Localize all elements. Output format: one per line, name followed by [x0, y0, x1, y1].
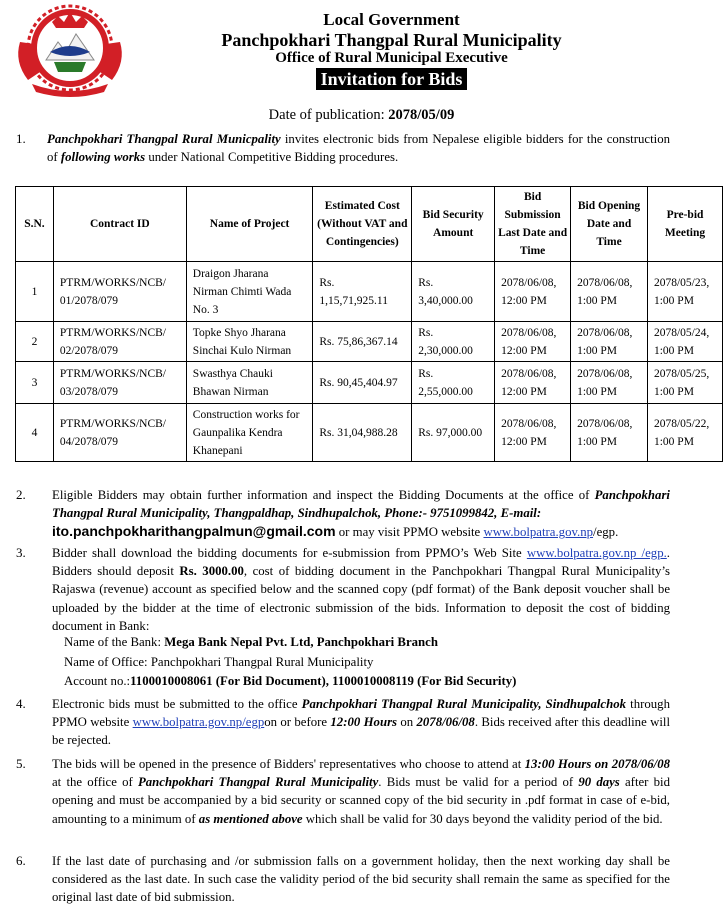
- item6-number: 6.: [16, 853, 26, 868]
- item5-text-d: after bid opening and must be accompanied by a bid security or scanned copy of the bid security in .pdf format in case of e-bid, amounting to a minimum of: [52, 775, 670, 826]
- item3-text-a: Bidder shall download the bidding documents for e-submission from PPMO’s Web Site: [52, 546, 527, 560]
- item3-number: 3.: [16, 545, 26, 560]
- cell-project-name: Swasthya Chauki Bhawan Nirman: [186, 362, 313, 404]
- item4-date: 2078/06/08: [416, 715, 475, 730]
- item5-paragraph: [52, 755, 670, 828]
- cell-opening-date: 2078/06/08, 1:00 PM: [571, 322, 648, 362]
- table-header-cell: Bid Submission Last Date and Time: [495, 187, 571, 262]
- item5-text-e: which shall be valid for 30 days beyond the validity period of the bid.: [302, 811, 663, 826]
- cell-estimated-cost: Rs. 1,15,71,925.11: [313, 262, 412, 322]
- item1-org: Panchpokhari Thangpal Rural Municpality: [47, 132, 281, 146]
- bank-label: Name of the Bank:: [64, 635, 165, 649]
- account-numbers: 1100010008061 (For Bid Document), 1100010008119 (For Bid Security): [130, 674, 517, 688]
- table-header-cell: Pre-bid Meeting: [647, 187, 722, 262]
- cell-sn: 1: [16, 262, 54, 322]
- cell-estimated-cost: Rs. 75,86,367.14: [313, 322, 412, 362]
- deposit-amount: Rs. 3000.00: [179, 564, 244, 579]
- notice-title: Invitation for Bids: [316, 68, 468, 90]
- item5-number: 5.: [16, 756, 26, 771]
- table-header-cell: Estimated Cost (Without VAT and Contingencies): [313, 187, 412, 262]
- item4-paragraph: [52, 695, 670, 750]
- item3-text-b: . Bidders should deposit: [52, 546, 670, 579]
- item5-time: 13:00 Hours on 2078/06/08: [524, 757, 670, 771]
- cell-contract-id: PTRM/WORKS/NCB/ 03/2078/079: [53, 362, 186, 404]
- item4-time: 12:00 Hours: [330, 715, 398, 730]
- table-header-cell: Name of Project: [186, 187, 313, 262]
- cell-sn: 2: [16, 322, 54, 362]
- header-municipality-name: Panchpokhari Thangpal Rural Municipality: [221, 29, 562, 50]
- account-label: Account no.:: [64, 674, 131, 688]
- cell-contract-id: PTRM/WORKS/NCB/ 01/2078/079: [53, 262, 186, 322]
- item1-text-b: under National Competitive Bidding procedures.: [145, 150, 399, 165]
- cell-opening-date: 2078/06/08, 1:00 PM: [571, 404, 648, 462]
- item4-text-e: . Bids received after this deadline will be rejected.: [52, 715, 671, 748]
- item4-text-b: through PPMO website: [52, 697, 670, 730]
- cell-bid-security: Rs. 2,30,000.00: [412, 322, 495, 362]
- cell-submission-date: 2078/06/08, 12:00 PM: [495, 404, 571, 462]
- letterhead: [0, 10, 723, 91]
- submission-website-link[interactable]: www.bolpatra.gov.np/egp: [132, 715, 265, 730]
- cell-contract-id: PTRM/WORKS/NCB/ 04/2078/079: [53, 404, 186, 462]
- item2-text-a: Eligible Bidders may obtain further information and inspect the Bidding Documents at the office of: [52, 488, 595, 502]
- item1-paragraph: [47, 130, 670, 166]
- ppmo-egp-link[interactable]: www.bolpatra.gov.np /egp.: [526, 546, 667, 560]
- cell-bid-security: Rs. 3,40,000.00: [412, 262, 495, 322]
- cell-opening-date: 2078/06/08, 1:00 PM: [571, 362, 648, 404]
- publication-date-value: 2078/05/09: [388, 107, 455, 123]
- cell-bid-security: Rs. 2,55,000.00: [412, 362, 495, 404]
- item4-number: 4.: [16, 696, 26, 711]
- item6-paragraph: If the last date of purchasing and /or submission falls on a government holiday, then the next working day shall be considered as the last date. In such case the validity period of the bid security shall remain the same as specified for the original last date of bid submission.: [52, 854, 670, 905]
- table-header-cell: Bid Opening Date and Time: [571, 187, 648, 262]
- item3-paragraph: [52, 544, 670, 635]
- table-row: [16, 362, 723, 404]
- item5-text-a: The bids will be opened in the presence of Bidders' representatives who choose to attend at: [52, 757, 525, 771]
- cell-sn: 3: [16, 362, 54, 404]
- header-office-name: Office of Rural Municipal Executive: [275, 50, 508, 67]
- item4-text-c: on or before: [264, 715, 331, 730]
- publication-date: [0, 107, 723, 124]
- cell-prebid-meeting: 2078/05/22, 1:00 PM: [647, 404, 722, 462]
- cell-submission-date: 2078/06/08, 12:00 PM: [495, 262, 571, 322]
- header-line1: Local Government: [323, 10, 460, 29]
- cell-estimated-cost: Rs. 31,04,988.28: [313, 404, 412, 462]
- item5-text-c: . Bids must be valid for a period of: [378, 775, 579, 790]
- cell-project-name: Topke Shyo Jharana Sinchai Kulo Nirman: [186, 322, 313, 362]
- cell-submission-date: 2078/06/08, 12:00 PM: [495, 322, 571, 362]
- table-header-cell: Contract ID: [53, 187, 186, 262]
- cell-submission-date: 2078/06/08, 12:00 PM: [495, 362, 571, 404]
- cell-sn: 4: [16, 404, 54, 462]
- bank-name: Mega Bank Nepal Pvt. Ltd, Panchpokhari Branch: [164, 635, 438, 649]
- cell-project-name: Construction works for Gaunpalika Kendra Khanepani: [186, 404, 313, 462]
- item4-text-d: on: [397, 715, 417, 730]
- item5-mentioned: as mentioned above: [198, 811, 303, 826]
- table-header-row: [16, 187, 723, 262]
- cell-prebid-meeting: 2078/05/23, 1:00 PM: [647, 262, 722, 322]
- item4-office: Panchpokhari Thangpal Rural Municipality, Sindhupalchok: [301, 697, 627, 711]
- item3-text-c: , cost of bidding document in the Panchpokhari Thangpal Rural Municipality’s Rajaswa (revenue) account as specified below and the scanned copy (pdf format) of the Bank deposit voucher shall be uploaded by the bidder at the time of electronic submission of the bids. Information to deposit the cost of bidding document in Bank:: [52, 564, 670, 633]
- item1-text-a: invites electronic bids from Nepalese eligible bidders for the construction of: [47, 132, 670, 165]
- table-row: [16, 262, 723, 322]
- table-header-cell: Bid Security Amount: [412, 187, 495, 262]
- cell-opening-date: 2078/06/08, 1:00 PM: [571, 262, 648, 322]
- ppmo-website-link[interactable]: www.bolpatra.gov.np: [483, 525, 594, 540]
- item1-number: 1.: [16, 131, 26, 146]
- cell-bid-security: Rs. 97,000.00: [412, 404, 495, 462]
- cell-project-name: Draigon Jharana Nirman Chimti Wada No. 3: [186, 262, 313, 322]
- office-name-line: Name of Office: Panchpokhari Thangpal Rural Municipality: [64, 655, 374, 669]
- account-line: [64, 672, 516, 690]
- item2-text-b: or may visit PPMO website: [335, 525, 484, 540]
- item2-paragraph: [52, 486, 670, 542]
- publication-label: Date of publication:: [268, 107, 389, 123]
- bank-name-line: [64, 633, 438, 651]
- cell-prebid-meeting: 2078/05/24, 1:00 PM: [647, 322, 722, 362]
- item2-office: Panchpokhari Thangpal Rural Municipality, Thangpaldhap, Sindhupalchok, Phone:- 9751099842, E-mail:: [52, 488, 670, 521]
- email-address: ito.panchpokharithangpalmun@gmail.com: [52, 523, 336, 540]
- bids-table: [15, 186, 723, 462]
- table-header-cell: S.N.: [16, 187, 54, 262]
- item2-text-c: /egp.: [593, 525, 619, 540]
- table-row: [16, 404, 723, 462]
- item5-office: Panchpokhari Thangpal Rural Municipality: [137, 775, 379, 790]
- table-row: [16, 322, 723, 362]
- cell-contract-id: PTRM/WORKS/NCB/ 02/2078/079: [53, 322, 186, 362]
- item4-text-a: Electronic bids must be submitted to the office: [52, 697, 302, 711]
- item5-text-b: at the office of: [52, 775, 138, 790]
- cell-estimated-cost: Rs. 90,45,404.97: [313, 362, 412, 404]
- cell-prebid-meeting: 2078/05/25, 1:00 PM: [647, 362, 722, 404]
- item2-number: 2.: [16, 487, 26, 502]
- item1-works: following works: [60, 150, 146, 165]
- item5-days: 90 days: [578, 775, 620, 790]
